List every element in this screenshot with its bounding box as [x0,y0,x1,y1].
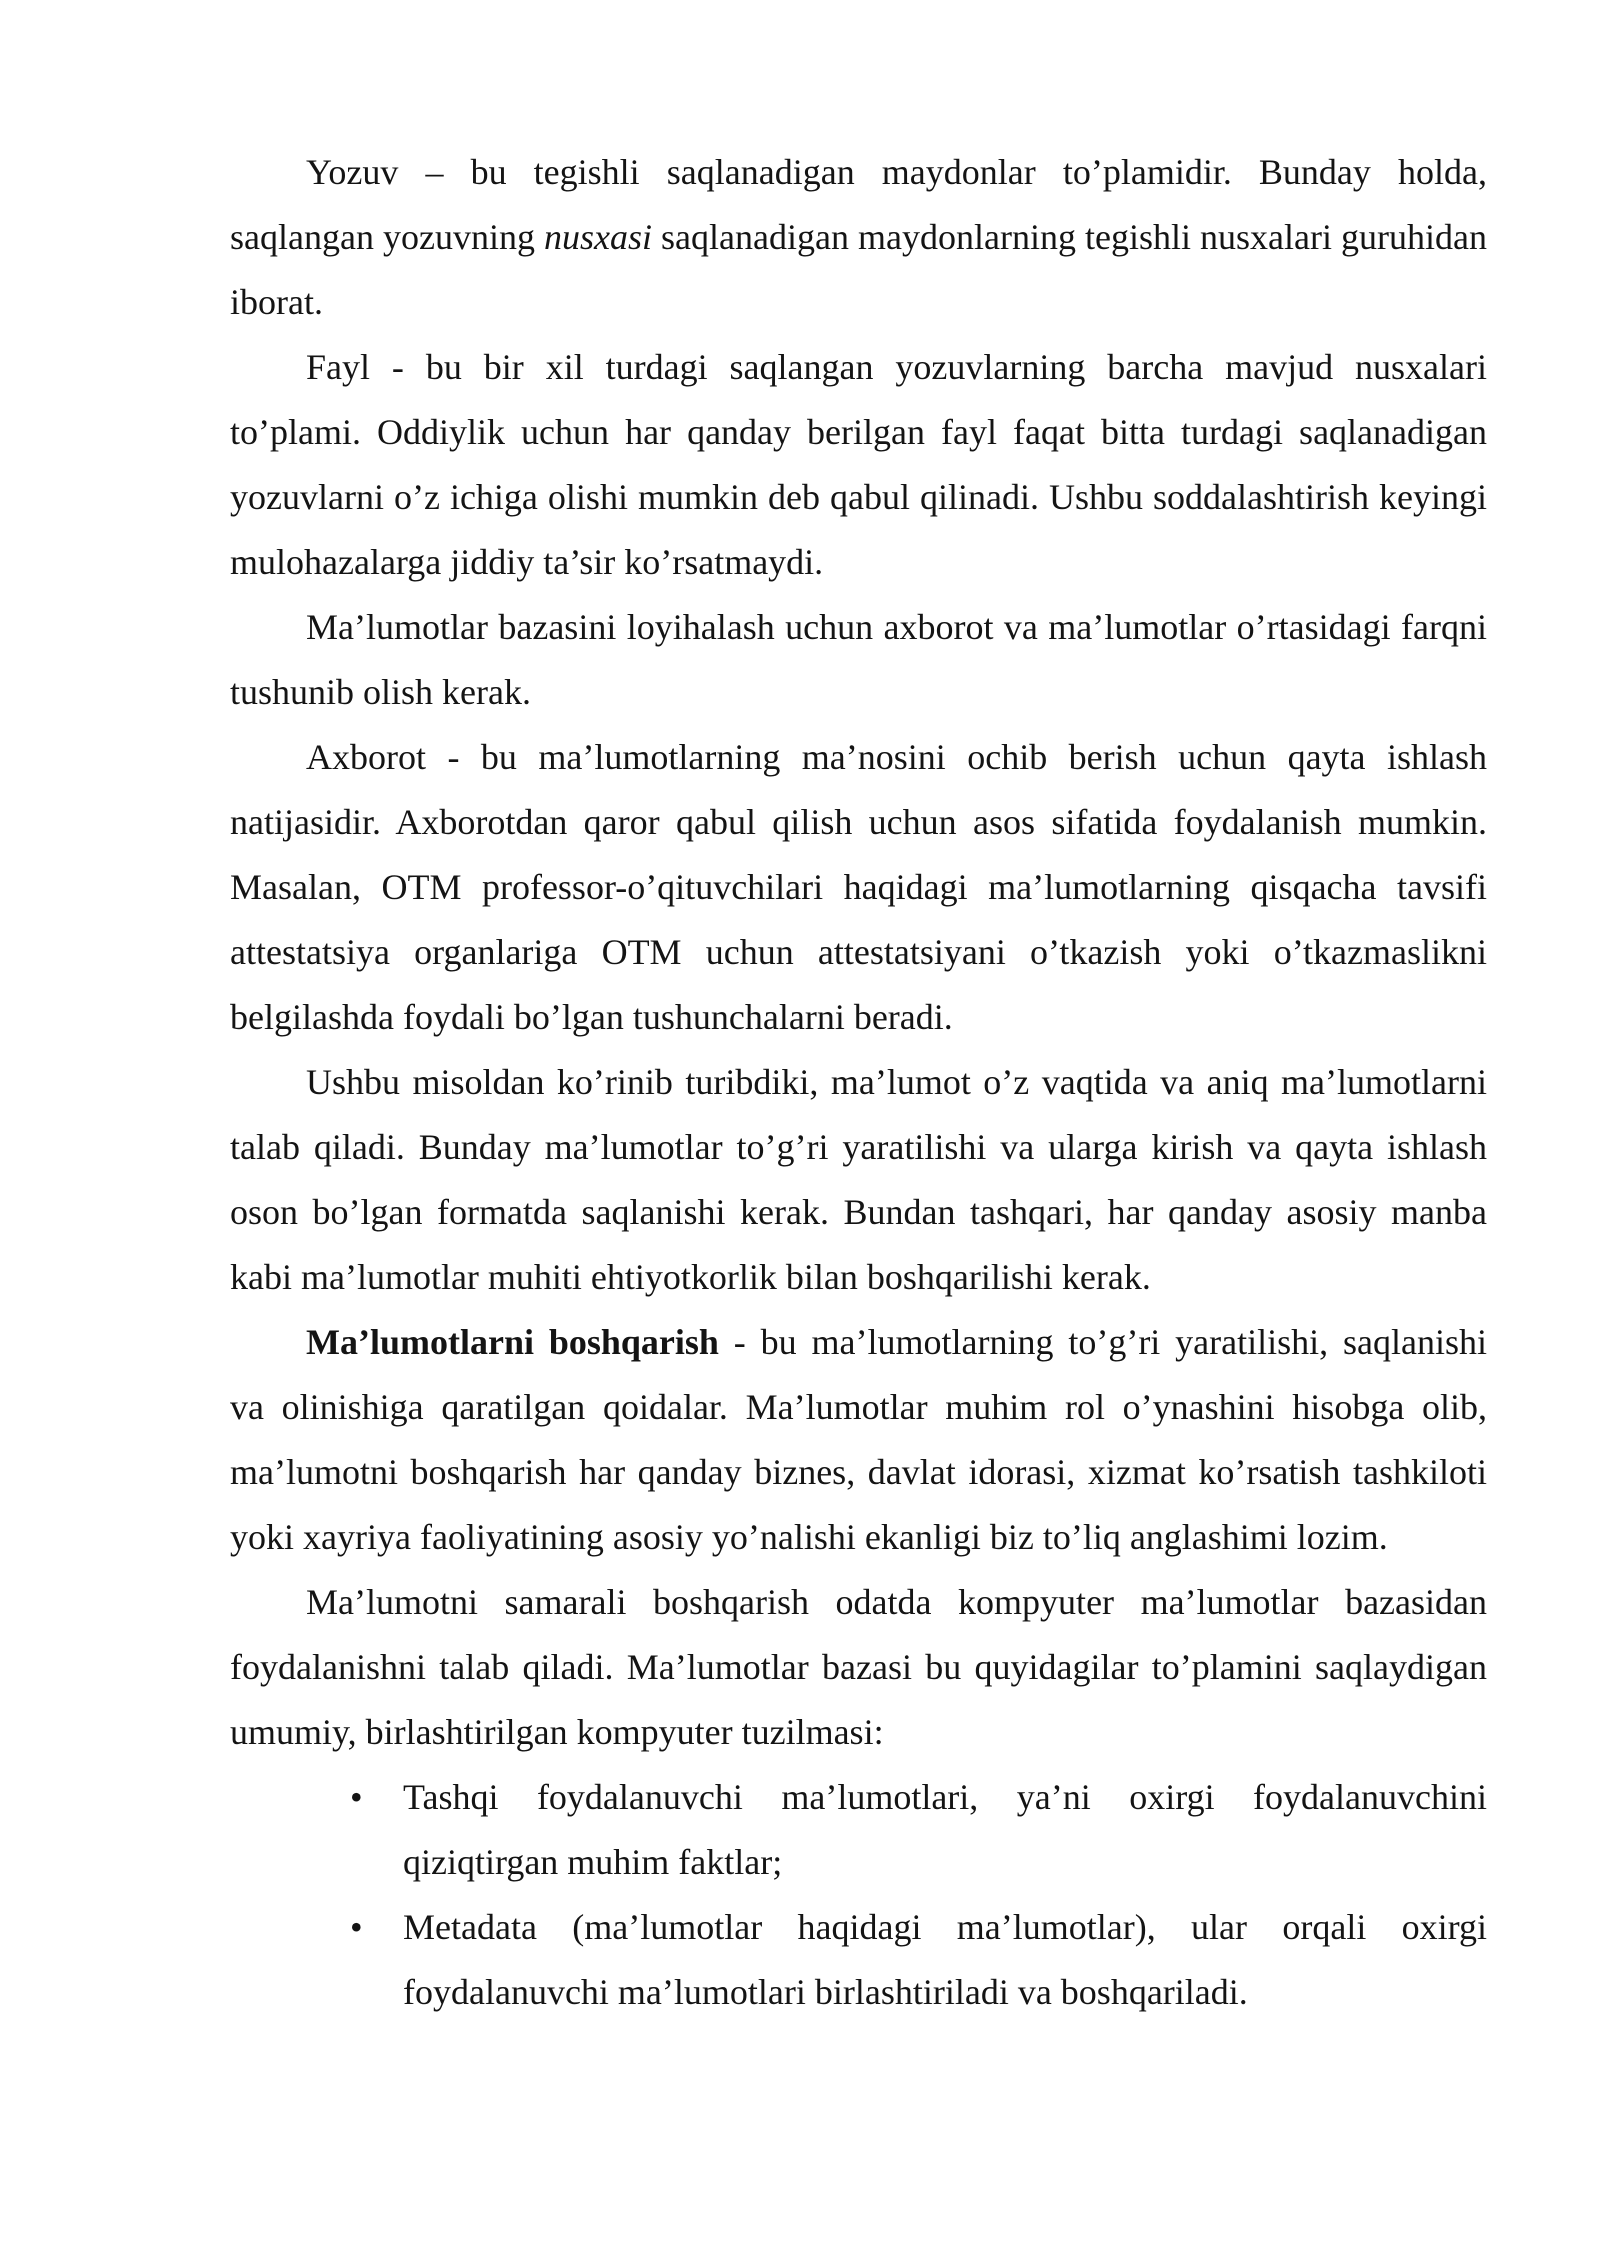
paragraph-text: saqlanadigan maydonlarning tegishli nusxalari guruhidan iborat. [230,217,1487,322]
paragraph-database: Ma’lumotni samarali boshqarish odatda kompyuter ma’lumotlar bazasidan foydalanishni talab qiladi. Ma’lumotlar bazasi bu quyidagilar to’plamini saqlaydigan umumiy, birlashtirilgan kompyuter tuzilmasi: [230,1582,1487,1752]
paragraph-information-vs-data: Ma’lumotlar bazasini loyihalash uchun axborot va ma’lumotlar o’rtasidagi farqni tushunib olish kerak. [230,607,1487,712]
bullet-list [230,1765,1487,2025]
bullet-icon: • [350,1907,363,1947]
paragraph-information-definition: Axborot - bu ma’lumotlarning ma’nosini ochib berish uchun qayta ishlash natijasidir. Axborotdan qaror qabul qilish uchun asos sifatida foydalanish mumkin. Masalan, OTM professor-o’qituvchilari haqidagi ma’lumotlarning qisqacha tavsifi attestatsiya organlariga OTM uchun attestatsiyani o’tkazish yoki o’tkazmaslikni belgilashda foydali bo’lgan tushunchalarni beradi. [230,737,1487,1037]
list-item-text: Tashqi foydalanuvchi ma’lumotlari, ya’ni oxirgi foydalanuvchini qiziqtirgan muhim faktlar; [403,1777,1487,1882]
paragraph-file-definition: Fayl - bu bir xil turdagi saqlangan yozuvlarning barcha mavjud nusxalari to’plami. Oddiylik uchun har qanday berilgan fayl faqat bitta turdagi saqlanadigan yozuvlarni o’z ichiga olishi mumkin deb qabul qilinadi. Ushbu soddalashtirish keyingi mulohazalarga jiddiy ta’sir ko’rsatmaydi. [230,347,1487,582]
list-item [230,1765,1487,1895]
paragraph-data-management [230,1310,1487,1570]
list-item [230,1895,1487,2025]
page-body [230,140,1487,2025]
paragraph-record-definition [230,140,1487,335]
italic-term: nusxasi [544,217,652,257]
paragraph-text: - bu ma’lumotlarning to’g’ri yaratilishi, saqlanishi va olinishiga qaratilgan qoidalar. Ma’lumotlar muhim rol o’ynashini hisobga olib, ma’lumotni boshqarish har qanday biznes, davlat idorasi, xizmat ko’rsatish tashkiloti yoki xayriya faoliyatining asosiy yo’nalishi ekanligi biz to’liq anglashimi lozim. [230,1322,1487,1557]
paragraph-example: Ushbu misoldan ko’rinib turibdiki, ma’lumot o’z vaqtida va aniq ma’lumotlarni talab qiladi. Bunday ma’lumotlar to’g’ri yaratilishi va ularga kirish va qayta ishlash oson bo’lgan formatda saqlanishi kerak. Bundan tashqari, har qanday asosiy manba kabi ma’lumotlar muhiti ehtiyotkorlik bilan boshqarilishi kerak. [230,1062,1487,1297]
bullet-icon: • [350,1777,363,1817]
paragraph-text: Yozuv – bu tegishli saqlanadigan maydonlar to’plamidir. Bunday holda, saqlangan yozuvning [230,152,1487,257]
list-item-text: Metadata (ma’lumotlar haqidagi ma’lumotlar), ular orqali oxirgi foydalanuvchi ma’lumotlari birlashtiriladi va boshqariladi. [403,1907,1487,2012]
bold-term: Ma’lumotlarni boshqarish [306,1322,719,1362]
